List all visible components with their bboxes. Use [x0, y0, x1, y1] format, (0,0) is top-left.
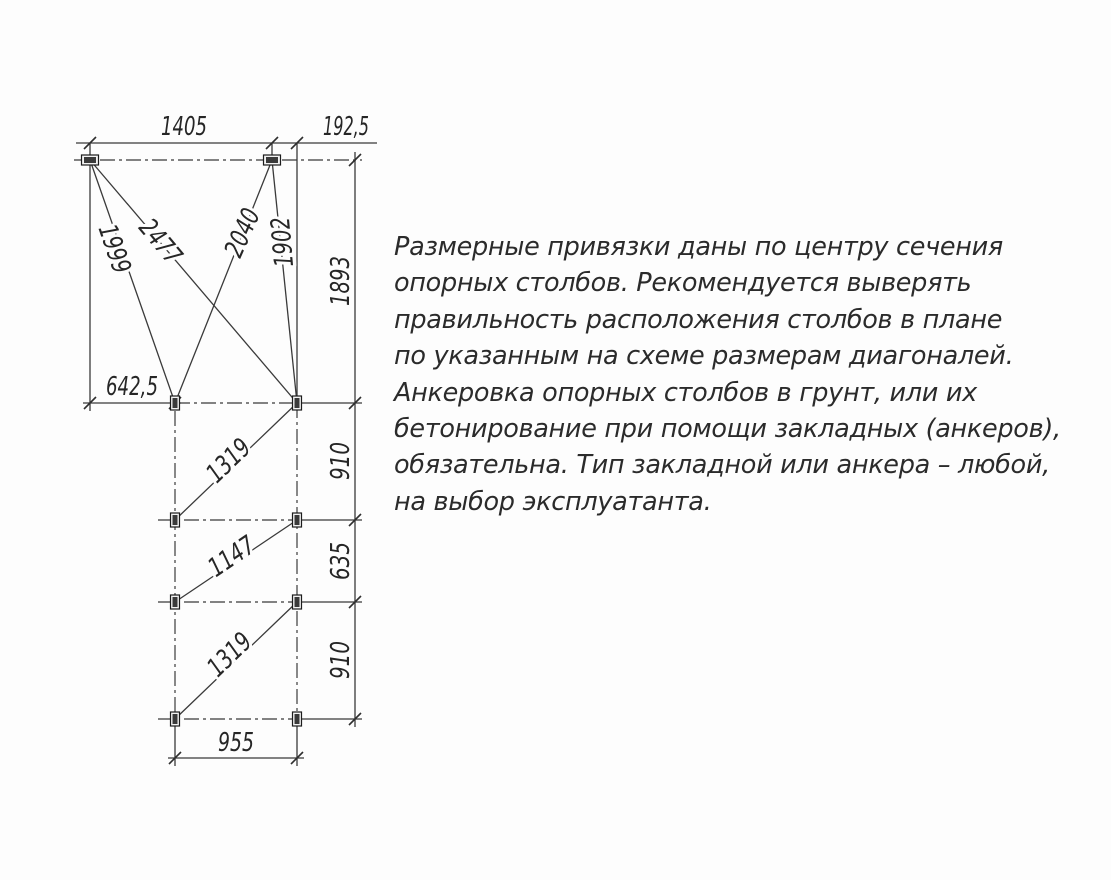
note-line: бетонирование при помощи закладных (анкеров),: [394, 413, 1061, 444]
dim-label-left-offset: 642,5: [106, 372, 158, 402]
dim-label-height-635: 635: [326, 530, 356, 580]
dim-label-height-910a: 910: [326, 430, 356, 480]
dim-label-bottom-width: 955: [218, 728, 254, 758]
dim-label-top-width: 1405: [161, 112, 207, 142]
note-line: по указанным на схеме размерам диагоналей.: [394, 341, 1014, 372]
column-marker-core: [173, 597, 178, 607]
note-line: обязательна. Тип закладной или анкера – любой,: [394, 450, 1050, 481]
column-marker-core: [295, 714, 300, 724]
column-marker-core: [295, 398, 300, 408]
diagonal-2477: [90, 160, 297, 403]
note-line: на выбор эксплуатанта.: [394, 486, 712, 517]
note-line: Размерные привязки даны по центру сечения: [394, 232, 1003, 262]
column-marker-core: [295, 515, 300, 525]
note-line: опорных столбов. Рекомендуется выверять: [394, 268, 972, 299]
diagonal-2040: [175, 160, 272, 403]
dim-label-diag-2040: 2040: [219, 189, 274, 262]
dim-label-height-1893: 1893: [326, 239, 356, 306]
column-marker-core: [173, 398, 178, 408]
dim-label-diag-1999: 1999: [91, 220, 142, 293]
note-line: Анкеровка опорных столбов в грунт, или их: [394, 377, 977, 408]
dim-label-diag-1319-lower: 1319: [201, 615, 271, 684]
note-text: [394, 229, 1061, 520]
column-marker-core: [173, 515, 178, 525]
column-marker-core: [295, 597, 300, 607]
dim-label-height-910b: 910: [326, 629, 356, 679]
dim-label-diag-2477: 2477: [132, 213, 198, 284]
dim-label-diag-1902: 1902: [264, 199, 301, 269]
column-marker-core: [173, 714, 178, 724]
diagonal-1999: [90, 160, 175, 403]
dimension-labels: [92, 112, 369, 758]
dim-label-diag-1319-upper: 1319: [200, 421, 270, 490]
note-line: правильность расположения столбов в плане: [394, 304, 1003, 335]
column-marker-core: [266, 157, 278, 163]
dim-label-diag-1147: 1147: [202, 521, 275, 584]
diagonal-1902: [272, 160, 297, 403]
column-marker-core: [84, 157, 96, 163]
dim-label-top-offset: 192,5: [323, 112, 369, 142]
